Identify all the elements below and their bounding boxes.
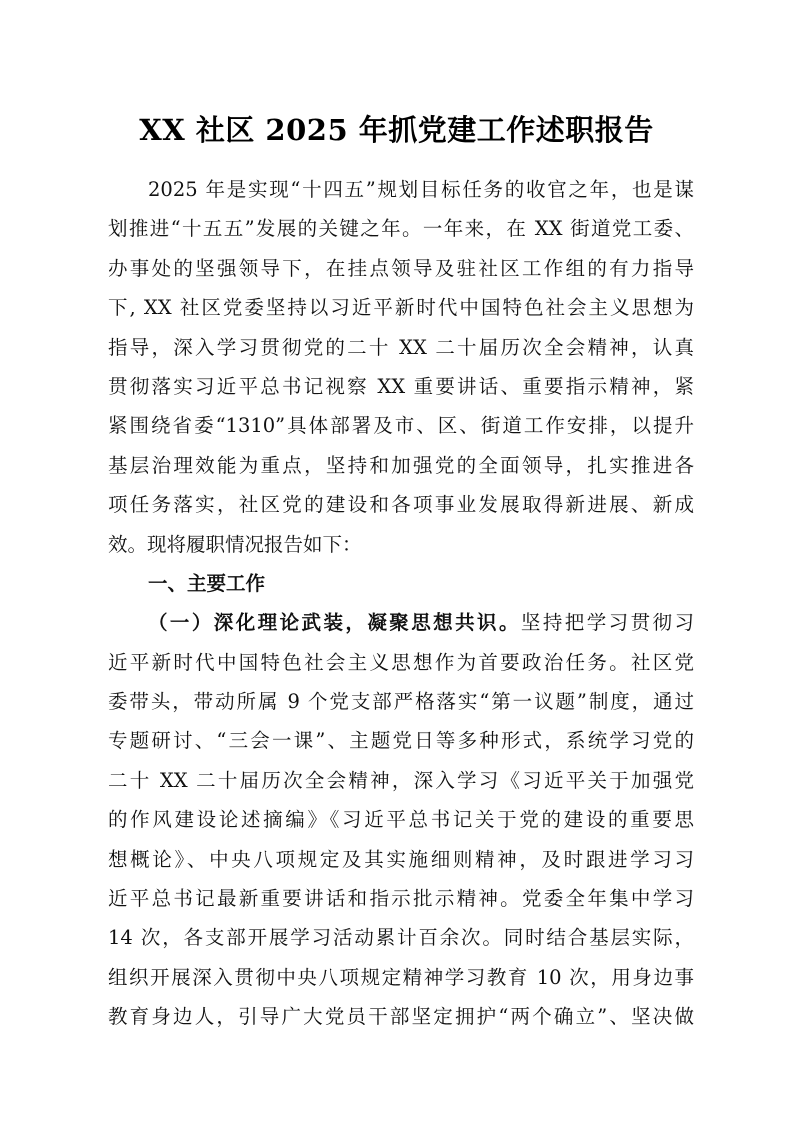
paragraph-line: 项任务落实，社区党的建设和各项事业发展取得新进展、新成 bbox=[108, 493, 694, 517]
document-body bbox=[108, 170, 694, 1037]
paragraph-line: 的作风建设论述摘编》《习近平总书记关于党的建设的重要思 bbox=[108, 808, 694, 832]
subsection-paragraph bbox=[108, 603, 694, 1036]
paragraph-line: 近平总书记最新重要讲话和指示批示精神。党委全年集中学习 bbox=[108, 887, 694, 911]
paragraph-line: 14 次，各支部开展学习活动累计百余次。同时结合基层实际， bbox=[108, 926, 694, 950]
paragraph-line: 紧围绕省委“1310”具体部署及市、区、街道工作安排，以提升 bbox=[108, 414, 694, 438]
paragraph-line: 二十 XX 二十届历次全会精神，深入学习《习近平关于加强党 bbox=[108, 768, 694, 792]
paragraph-line: 2025 年是实现“十四五”规划目标任务的收官之年，也是谋 bbox=[148, 178, 694, 201]
paragraph-line bbox=[108, 603, 694, 642]
paragraph-line: 组织开展深入贯彻中央八项规定精神学习教育 10 次，用身边事 bbox=[108, 965, 694, 989]
paragraph-line: 委带头，带动所属 9 个党支部严格落实“第一议题”制度，通过 bbox=[108, 690, 694, 714]
document-title: XX 社区 2025 年抓党建工作述职报告 bbox=[139, 113, 654, 147]
section-heading: 一、主要工作 bbox=[148, 571, 266, 595]
subsection-heading: （一）深化理论武装，凝聚思想共识。 bbox=[148, 611, 521, 635]
paragraph-line: 想概论》、中央八项规定及其实施细则精神，及时跟进学习习 bbox=[108, 847, 694, 871]
paragraph-line: 贯彻落实习近平总书记视察 XX 重要讲话、重要指示精神，紧 bbox=[108, 374, 694, 398]
paragraph-line: 专题研讨、“三会一课”、主题党日等多种形式，系统学习党的 bbox=[108, 729, 694, 753]
intro-paragraph bbox=[108, 170, 694, 564]
paragraph-line: 办事处的坚强领导下，在挂点领导及驻社区工作组的有力指导 bbox=[108, 256, 694, 280]
paragraph-line: 近平新时代中国特色社会主义思想作为首要政治任务。社区党 bbox=[108, 650, 694, 674]
paragraph-line: 指导，深入学习贯彻党的二十 XX 二十届历次全会精神，认真 bbox=[108, 335, 694, 359]
paragraph-line: 效。现将履职情况报告如下： bbox=[108, 532, 362, 556]
paragraph-text: 坚持把学习贯彻习 bbox=[520, 611, 694, 635]
paragraph-line: 基层治理效能为重点，坚持和加强党的全面领导，扎实推进各 bbox=[108, 453, 694, 477]
paragraph-line: 划推进“十五五”发展的关键之年。一年来，在 XX 街道党工委、 bbox=[108, 217, 694, 241]
paragraph-line: 教育身边人，引导广大党员干部坚定拥护“两个确立”、坚决做 bbox=[108, 1005, 694, 1029]
paragraph-line: 下, XX 社区党委坚持以习近平新时代中国特色社会主义思想为 bbox=[108, 296, 694, 320]
